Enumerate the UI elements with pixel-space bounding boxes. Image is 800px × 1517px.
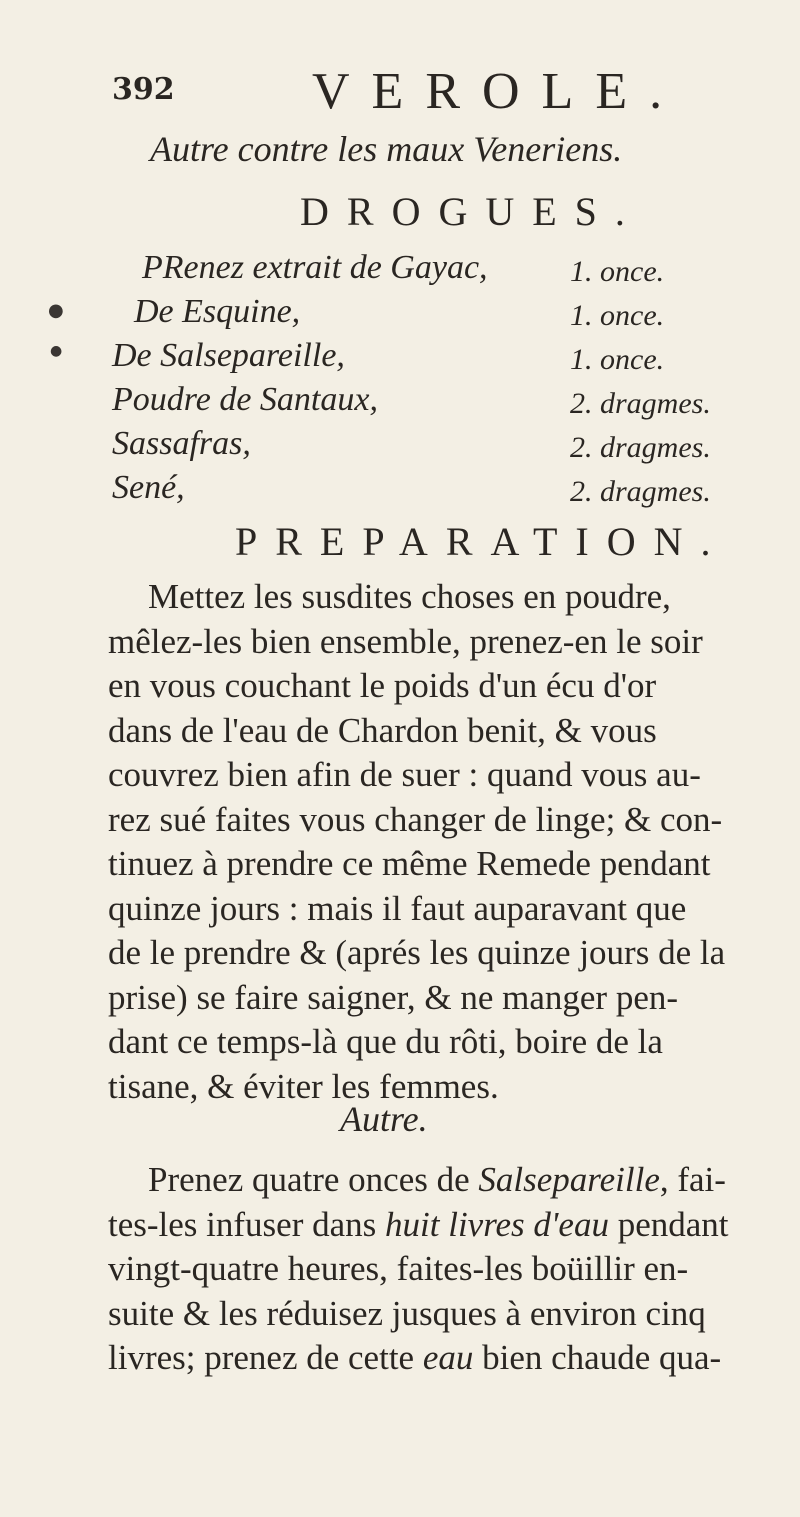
text-line: mêlez-les bien ensemble, prenez-en le soir [108,621,703,661]
drugs-heading: DROGUES. [300,189,643,234]
ingredient-list [112,246,572,510]
italic-term: huit livres d'eau [385,1204,609,1244]
running-title: VEROLE. [312,63,685,120]
preparation-heading: PREPARATION. [235,519,729,564]
text-segment: vingt-quatre heures, faites-les boüillir en- [108,1249,689,1288]
recipe2-paragraph [108,1158,773,1381]
text-segment: pendant [608,1204,729,1244]
preparation-paragraph [108,575,768,1109]
text-line [108,1292,773,1337]
text-line [108,1336,773,1381]
ingredient-quantity: 1. once. [570,255,665,288]
text-segment: suite & les réduisez jusques à environ cinq [108,1293,706,1333]
ingredient-name: Sassafras, [112,425,251,462]
ingredient-name: De Esquine, [134,293,301,330]
ingredient-quantity: 2. dragmes. [570,387,711,420]
page-header [0,62,800,122]
text-line [108,1158,773,1203]
text-segment: Prenez quatre onces de [148,1160,479,1199]
text-segment: livres; prenez de cette [108,1338,423,1377]
ingredient-name: Poudre de Santaux, [112,381,378,418]
text-line: Mettez les susdites choses en poudre, [148,577,671,616]
text-segment: , fai- [659,1160,726,1199]
ink-spot: ● [48,300,64,321]
text-line: rez sué faites vous changer de linge; & con- [108,799,723,839]
text-line: prise) se faire saigner, & ne manger pen- [108,977,679,1017]
text-line: tisane, & éviter les femmes. [108,1066,499,1106]
page-number: 392 [112,72,175,107]
text-line: tinuez à prendre ce même Remede pendant [108,844,711,883]
text-line [108,1247,773,1292]
ingredient-quantity: 1. once. [570,299,665,332]
italic-term: eau [422,1338,474,1377]
italic-term: Salsepareille [478,1160,660,1199]
text-line: couvrez bien afin de suer : quand vous au- [108,755,701,794]
text-line [108,1203,773,1248]
text-segment: bien chaude qua- [473,1338,722,1377]
ingredient-quantity: 2. dragmes. [570,475,711,508]
text-line: dans de l'eau de Chardon benit, & vous [108,710,657,750]
ingredient-name: De Salsepareille, [112,337,345,374]
ingredient-name: PRenez extrait de Gayac, [142,249,488,286]
quantity-list [570,250,770,514]
ink-spot: ● [50,343,63,359]
ingredient-quantity: 1. once. [570,343,665,376]
ingredient-quantity: 2. dragmes. [570,431,711,464]
text-line: de le prendre & (aprés les quinze jours de la [108,933,726,972]
recipe-title: Autre contre les maux Veneriens. [150,129,623,169]
text-line: dant ce temps-là que du rôti, boire de la [108,1022,663,1061]
ingredient-name: Sené, [112,469,185,506]
text-segment: tes-les infuser dans [108,1204,386,1244]
text-line: en vous couchant le poids d'un écu d'or [108,666,657,705]
recipe2-title: Autre. [340,1099,428,1139]
text-line: quinze jours : mais il faut auparavant que [108,888,687,928]
